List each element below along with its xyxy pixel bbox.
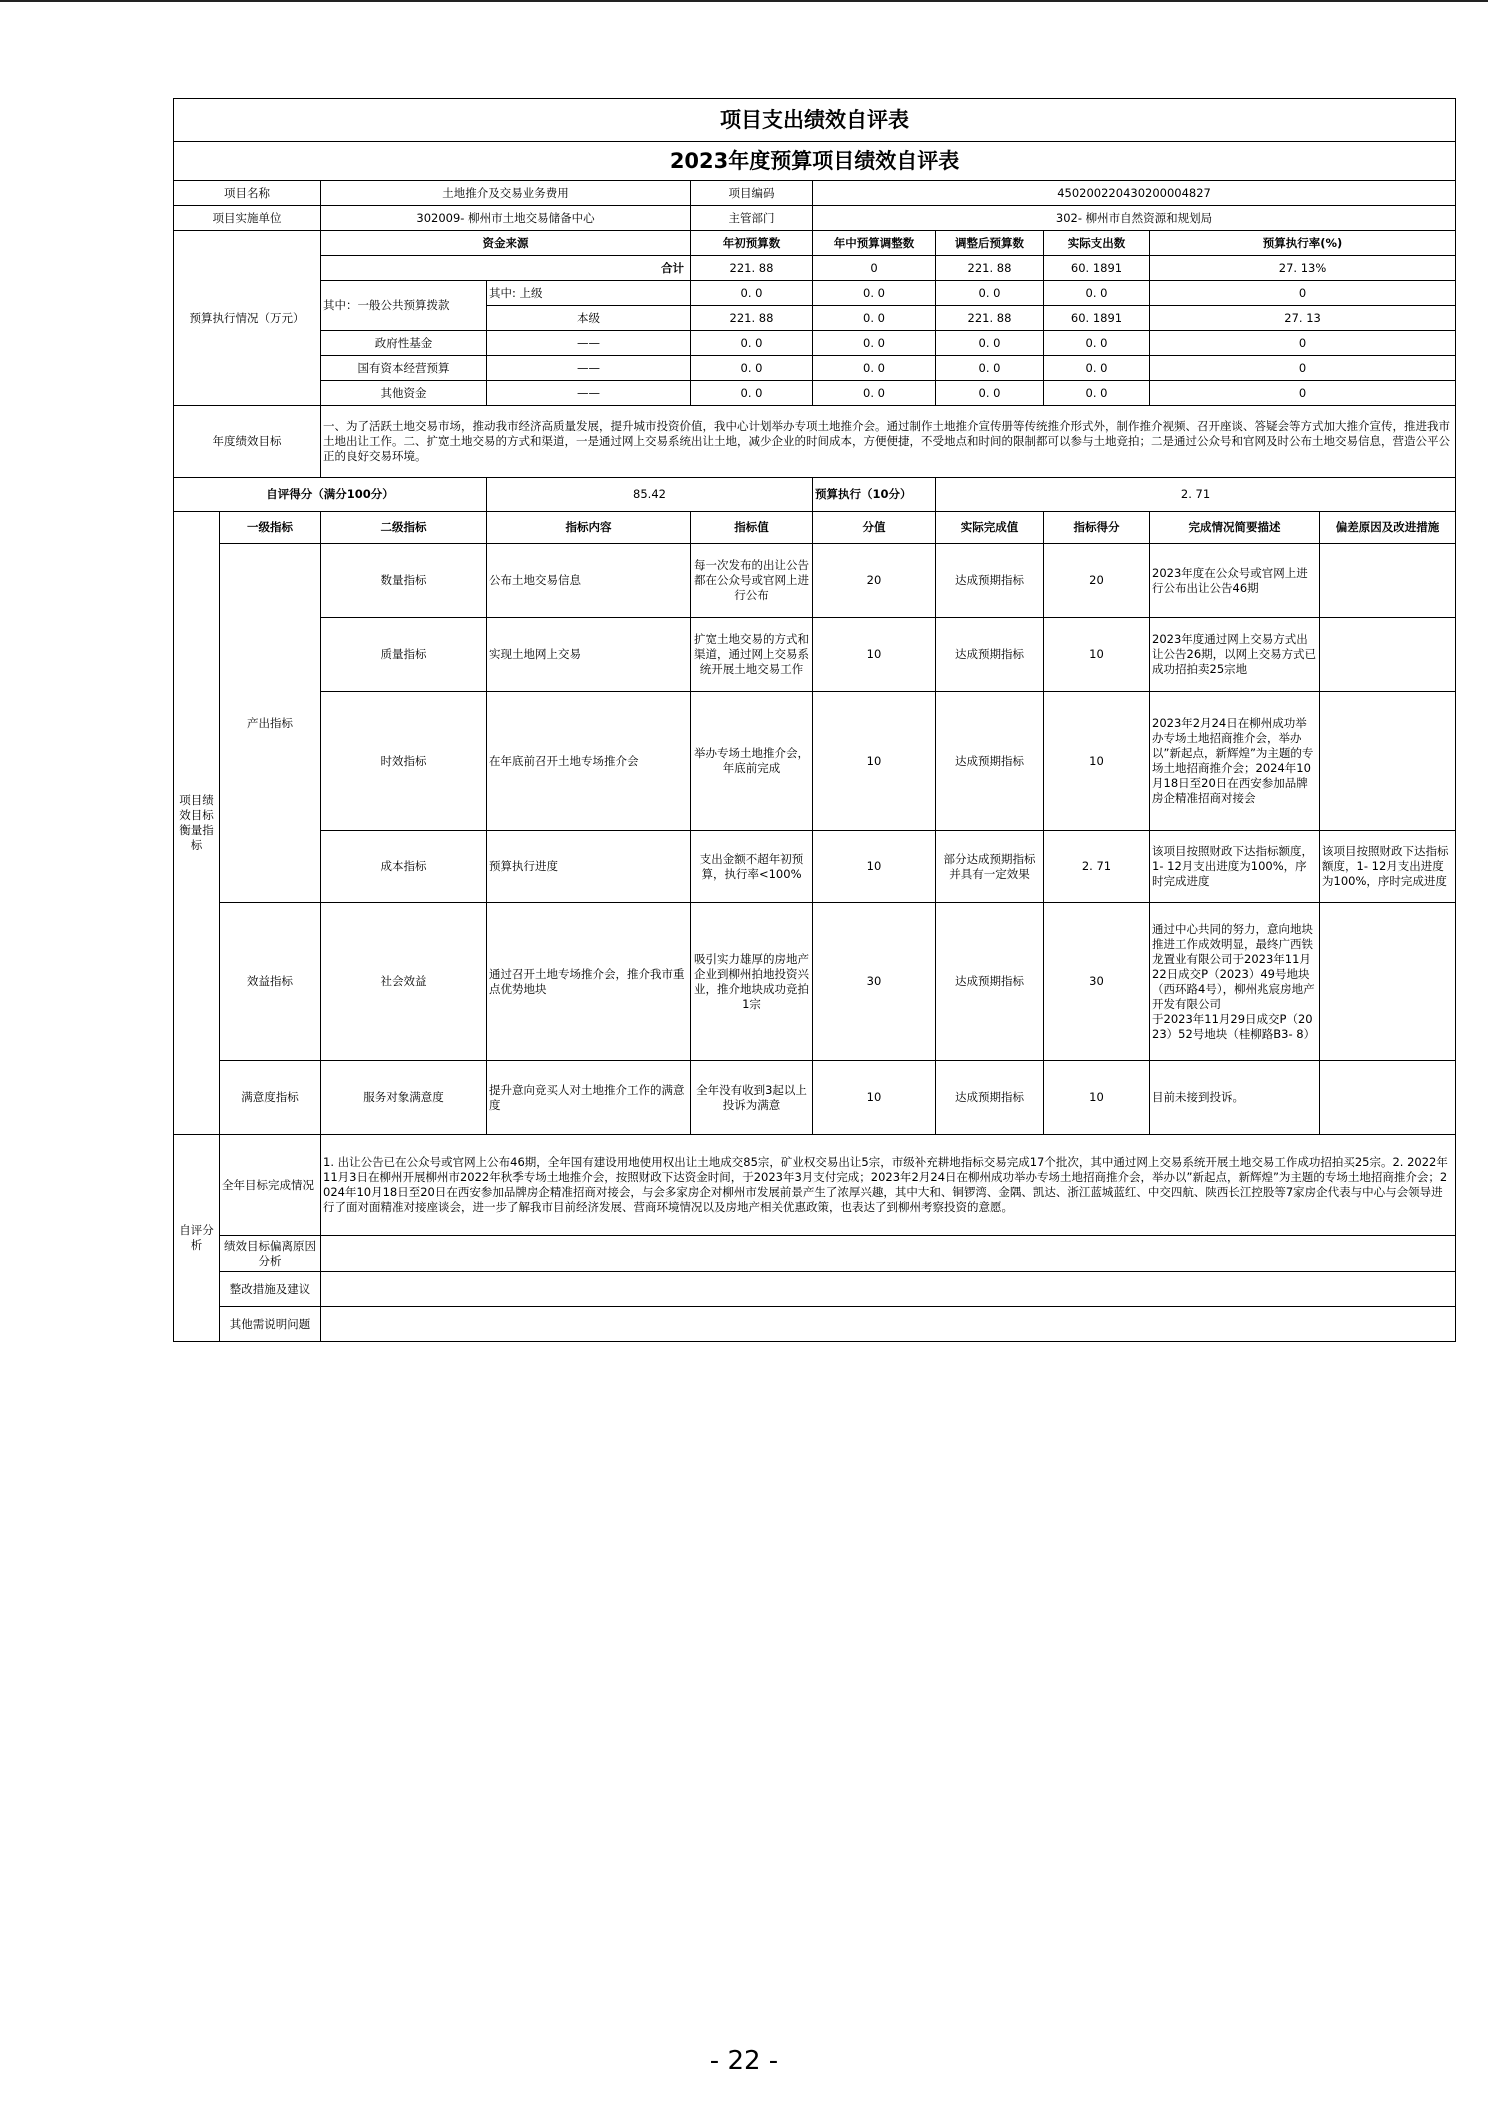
budget-statecapital-actual: 0. 0 — [1044, 356, 1150, 381]
indicator-actual: 达成预期指标 — [936, 544, 1044, 618]
ind-header-actual: 实际完成值 — [936, 512, 1044, 544]
indicator-content: 实现土地网上交易 — [487, 618, 691, 692]
self-score-label: 自评得分（满分100分） — [174, 478, 487, 512]
indicator-weight: 30 — [813, 903, 936, 1061]
top-border-line — [0, 0, 1488, 2]
satisfaction-indicator-label: 满意度指标 — [220, 1061, 321, 1135]
indicator-level2: 社会效益 — [321, 903, 487, 1061]
budget-other-actual: 0. 0 — [1044, 381, 1150, 406]
budget-govfund-adjusted: 0. 0 — [936, 331, 1044, 356]
indicator-content: 公布土地交易信息 — [487, 544, 691, 618]
budget-statecapital-label: 国有资本经营预算 — [321, 356, 487, 381]
ind-header-desc: 完成情况简要描述 — [1150, 512, 1320, 544]
ind-header-level1: 一级指标 — [220, 512, 321, 544]
budget-total-label: 合计 — [321, 256, 691, 281]
deviation-analysis-label: 绩效目标偏离原因分析 — [220, 1236, 321, 1272]
self-score-value: 85.42 — [487, 478, 813, 512]
indicator-weight: 10 — [813, 831, 936, 903]
indicator-desc: 目前未接到投诉。 — [1150, 1061, 1320, 1135]
completion-label: 全年目标完成情况 — [220, 1135, 321, 1236]
budget-govfund-actual: 0. 0 — [1044, 331, 1150, 356]
indicator-level2: 数量指标 — [321, 544, 487, 618]
budget-statecapital-initial: 0. 0 — [691, 356, 813, 381]
budget-statecapital-dash: —— — [487, 356, 691, 381]
budget-header-rate: 预算执行率(%) — [1150, 231, 1456, 256]
page-number: - 22 - — [709, 2046, 779, 2076]
other-issues-text — [321, 1307, 1456, 1342]
project-code-label: 项目编码 — [691, 181, 813, 206]
indicator-score: 30 — [1044, 903, 1150, 1061]
budget-other-dash: —— — [487, 381, 691, 406]
budget-local-label: 本级 — [487, 306, 691, 331]
indicator-weight: 10 — [813, 692, 936, 831]
annual-goal-label: 年度绩效目标 — [174, 406, 321, 478]
indicator-weight: 10 — [813, 618, 936, 692]
budget-other-adjusted: 0. 0 — [936, 381, 1044, 406]
budget-statecapital-rate: 0 — [1150, 356, 1456, 381]
budget-total-adjusted: 221. 88 — [936, 256, 1044, 281]
budget-upper-rate: 0 — [1150, 281, 1456, 306]
indicator-target: 吸引实力雄厚的房地产企业到柳州拍地投资兴业，推介地块成功竞拍1宗 — [691, 903, 813, 1061]
budget-general-label: 其中：一般公共预算拨款 — [321, 281, 487, 331]
indicator-desc: 2023年度在公众号或官网上进行公布出让公告46期 — [1150, 544, 1320, 618]
budget-local-adjust: 0. 0 — [813, 306, 936, 331]
indicators-section-label: 项目绩效目标衡量指标 — [174, 512, 220, 1135]
budget-govfund-initial: 0. 0 — [691, 331, 813, 356]
budget-upper-adjusted: 0. 0 — [936, 281, 1044, 306]
indicator-deviation: 该项目按照财政下达指标额度，1- 12月支出进度为100%，序时完成进度 — [1320, 831, 1456, 903]
indicator-target: 每一次发布的出让公告都在公众号或官网上进行公布 — [691, 544, 813, 618]
budget-govfund-label: 政府性基金 — [321, 331, 487, 356]
ind-header-score: 指标得分 — [1044, 512, 1150, 544]
impl-unit-label: 项目实施单位 — [174, 206, 321, 231]
ind-header-content: 指标内容 — [487, 512, 691, 544]
impl-unit-value: 302009- 柳州市土地交易储备中心 — [321, 206, 691, 231]
indicator-target: 举办专场土地推介会，年底前完成 — [691, 692, 813, 831]
budget-govfund-adjust: 0. 0 — [813, 331, 936, 356]
ind-header-level2: 二级指标 — [321, 512, 487, 544]
performance-self-evaluation-table — [173, 98, 1456, 1342]
budget-other-label: 其他资金 — [321, 381, 487, 406]
budget-exec-score-value: 2. 71 — [936, 478, 1456, 512]
indicator-actual: 达成预期指标 — [936, 903, 1044, 1061]
indicator-desc: 2023年2月24日在柳州成功举办专场土地招商推介会，举办以”新起点，新辉煌”为主题的专场土地招商推介会；2024年10月18日至20日在西安参加品牌房企精准招商对接会 — [1150, 692, 1320, 831]
budget-total-rate: 27. 13% — [1150, 256, 1456, 281]
budget-upper-label: 其中: 上级 — [487, 281, 691, 306]
budget-other-adjust: 0. 0 — [813, 381, 936, 406]
indicator-level2: 时效指标 — [321, 692, 487, 831]
budget-local-adjusted: 221. 88 — [936, 306, 1044, 331]
budget-local-initial: 221. 88 — [691, 306, 813, 331]
other-issues-label: 其他需说明问题 — [220, 1307, 321, 1342]
measures-label: 整改措施及建议 — [220, 1272, 321, 1307]
budget-local-rate: 27. 13 — [1150, 306, 1456, 331]
measures-text — [321, 1272, 1456, 1307]
indicator-weight: 20 — [813, 544, 936, 618]
budget-local-actual: 60. 1891 — [1044, 306, 1150, 331]
table-subtitle: 2023年度预算项目绩效自评表 — [174, 142, 1456, 181]
indicator-content: 提升意向竞买人对土地推介工作的满意度 — [487, 1061, 691, 1135]
indicator-score: 2. 71 — [1044, 831, 1150, 903]
ind-header-target: 指标值 — [691, 512, 813, 544]
benefit-indicator-label: 效益指标 — [220, 903, 321, 1061]
ind-header-weight: 分值 — [813, 512, 936, 544]
indicator-content: 预算执行进度 — [487, 831, 691, 903]
indicator-deviation — [1320, 618, 1456, 692]
budget-header-actual: 实际支出数 — [1044, 231, 1150, 256]
deviation-analysis-text — [321, 1236, 1456, 1272]
budget-other-initial: 0. 0 — [691, 381, 813, 406]
indicator-deviation — [1320, 544, 1456, 618]
budget-exec-score-label: 预算执行（10分） — [813, 478, 936, 512]
indicator-desc: 该项目按照财政下达指标额度，1- 12月支出进度为100%，序时完成进度 — [1150, 831, 1320, 903]
completion-text: 1. 出让公告已在公众号或官网上公布46期，全年国有建设用地使用权出让土地成交85宗，矿业权交易出让5宗，市级补充耕地指标交易完成17个批次，其中通过网上交易系统开展土地交易工作成功招拍买25宗。2. 2022年11月3日在柳州开展柳州市2022年秋季专场土地推介会，按照财政下达资金时间，于2023年3月支付完成；2023年2月24日在柳州成功举办专场土地招商推介会，举办以”新起点，新辉煌”为主题的专场土地招商推介会；2024年10月18日至20日在西安参加品牌房企精准招商对接会，与会多家房企对柳州市发展前景产生了浓厚兴趣，其中大和、铜锣湾、金隅、凯达、浙江蓝城蓝红、中交四航、陕西长江控股等7家房企代表与中心与会领导进行了面对面精准对接座谈会，进一步了解我市目前经济发展、营商环境情况以及房地产相关优惠政策，也表达了到柳州考察投资的意愿。 — [321, 1135, 1456, 1236]
project-code-value: 450200220430200004827 — [813, 181, 1456, 206]
project-name-label: 项目名称 — [174, 181, 321, 206]
indicator-level2: 成本指标 — [321, 831, 487, 903]
indicator-score: 10 — [1044, 618, 1150, 692]
dept-label: 主管部门 — [691, 206, 813, 231]
indicator-target: 全年没有收到3起以上投诉为满意 — [691, 1061, 813, 1135]
indicator-score: 10 — [1044, 692, 1150, 831]
indicator-content: 在年底前召开土地专场推介会 — [487, 692, 691, 831]
indicator-deviation — [1320, 692, 1456, 831]
dept-value: 302- 柳州市自然资源和规划局 — [813, 206, 1456, 231]
indicator-desc: 2023年度通过网上交易方式出让公告26期，以网上交易方式已成功招拍卖25宗地 — [1150, 618, 1320, 692]
indicator-actual: 达成预期指标 — [936, 692, 1044, 831]
indicator-actual: 部分达成预期指标并具有一定效果 — [936, 831, 1044, 903]
output-indicator-label: 产出指标 — [220, 544, 321, 903]
budget-govfund-rate: 0 — [1150, 331, 1456, 356]
indicator-actual: 达成预期指标 — [936, 618, 1044, 692]
indicator-target: 支出金额不超年初预算，执行率<100% — [691, 831, 813, 903]
budget-header-source: 资金来源 — [321, 231, 691, 256]
budget-total-initial: 221. 88 — [691, 256, 813, 281]
indicator-score: 20 — [1044, 544, 1150, 618]
budget-other-rate: 0 — [1150, 381, 1456, 406]
self-analysis-label: 自评分析 — [174, 1135, 220, 1342]
indicator-desc: 通过中心共同的努力，意向地块推进工作成效明显，最终广西铁龙置业有限公司于2023年11月22日成交P（2023）49号地块（西环路4号），柳州兆宸房地产开发有限公司 于2023年11月29日成交P（2023）52号地块（桂柳路B3- 8） — [1150, 903, 1320, 1061]
budget-statecapital-adjust: 0. 0 — [813, 356, 936, 381]
budget-header-adjust: 年中预算调整数 — [813, 231, 936, 256]
budget-govfund-dash: —— — [487, 331, 691, 356]
budget-upper-initial: 0. 0 — [691, 281, 813, 306]
annual-goal-text: 一、为了活跃土地交易市场，推动我市经济高质量发展，提升城市投资价值，我中心计划举办专项土地推介会。通过制作土地推介宣传册等传统推介形式外，制作推介视频、召开座谈、答疑会等方式加大推介宣传，推进我市土地出让工作。二、扩宽土地交易的方式和渠道，一是通过网上交易系统出让土地，减少企业的时间成本，方便便捷，不受地点和时间的限制都可以参与土地竞拍；二是通过公众号和官网及时公布土地交易信息，营造公平公正的良好交易环境。 — [321, 406, 1456, 478]
indicator-actual: 达成预期指标 — [936, 1061, 1044, 1135]
indicator-deviation — [1320, 903, 1456, 1061]
indicator-weight: 10 — [813, 1061, 936, 1135]
ind-header-deviation: 偏差原因及改进措施 — [1320, 512, 1456, 544]
indicator-level2: 服务对象满意度 — [321, 1061, 487, 1135]
budget-statecapital-adjusted: 0. 0 — [936, 356, 1044, 381]
budget-upper-actual: 0. 0 — [1044, 281, 1150, 306]
budget-header-initial: 年初预算数 — [691, 231, 813, 256]
budget-total-adjust: 0 — [813, 256, 936, 281]
budget-header-adjusted: 调整后预算数 — [936, 231, 1044, 256]
budget-section-label: 预算执行情况（万元） — [174, 231, 321, 406]
indicator-target: 扩宽土地交易的方式和渠道，通过网上交易系统开展土地交易工作 — [691, 618, 813, 692]
indicator-score: 10 — [1044, 1061, 1150, 1135]
budget-upper-adjust: 0. 0 — [813, 281, 936, 306]
indicator-level2: 质量指标 — [321, 618, 487, 692]
project-name-value: 土地推介及交易业务费用 — [321, 181, 691, 206]
indicator-deviation — [1320, 1061, 1456, 1135]
indicator-content: 通过召开土地专场推介会，推介我市重点优势地块 — [487, 903, 691, 1061]
table-title: 项目支出绩效自评表 — [174, 99, 1456, 142]
budget-total-actual: 60. 1891 — [1044, 256, 1150, 281]
